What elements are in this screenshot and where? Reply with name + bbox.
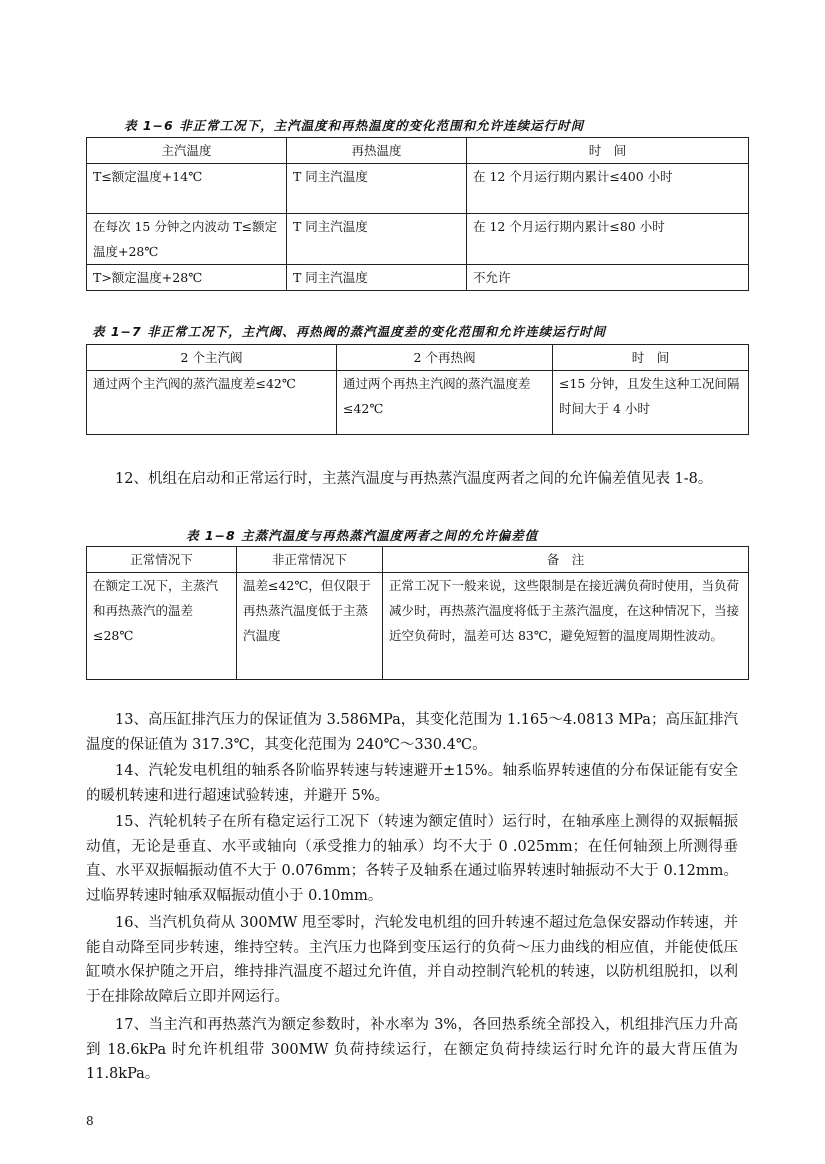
table-cell: 在每次 15 分钟之内波动 T≤额定温度+28℃ (87, 214, 287, 265)
table-cell: 正常工况下一般来说，这些限制是在接近满负荷时使用，当负荷减少时，再热蒸汽温度将低于主蒸汽温度，在这种情况下，当接近空负荷时，温差可达 83℃，避免短暂的温度周期性波动。 (383, 573, 749, 680)
column-header: 主汽温度 (87, 138, 287, 164)
table-cell: 在 12 个月运行期内累计≤80 小时 (467, 214, 749, 265)
column-header: 备 注 (383, 547, 749, 573)
column-header: 非正常情况下 (237, 547, 383, 573)
paragraph-13: 13、高压缸排汽压力的保证值为 3.586MPa，其变化范围为 1.165～4.0813 MPa；高压缸排汽温度的保证值为 317.3℃，其变化范围为 240℃～330.4℃。 (86, 712, 738, 753)
table-cell: ≤15 分钟，且发生这种工况间隔时间大于 4 小时 (553, 371, 749, 435)
paragraph-17: 17、当主汽和再热蒸汽为额定参数时，补水率为 3%，各回热系统全部投入，机组排汽压力升高到 18.6kPa 时允许机组带 300MW 负荷持续运行，在额定负荷持续运行时允许的最大背压值为 11.8kPa。 (86, 1017, 738, 1082)
table-cell: 通过两个再热主汽阀的蒸汽温度差≤42℃ (337, 371, 553, 435)
table-row (87, 214, 749, 265)
column-header: 正常情况下 (87, 547, 237, 573)
paragraph-16: 16、当汽机负荷从 300MW 甩至零时，汽轮发电机组的回升转速不超过危急保安器动作转速，并能自动降至同步转速，维持空转。主汽压力也降到变压运行的负荷～压力曲线的相应值，并能使低压缸喷水保护随之开启，维持排汽温度不超过允许值，并自动控制汽轮机的转速，以防机组脱扣，以利于在排除故障后立即并网运行。 (86, 915, 738, 1005)
table-row (87, 265, 749, 291)
column-header: 时 间 (553, 345, 749, 371)
table-row (87, 371, 749, 435)
column-header: 2 个主汽阀 (87, 345, 337, 371)
table-cell: 温差≤42℃，但仅限于再热蒸汽温度低于主蒸汽温度 (237, 573, 383, 680)
table-header-row (87, 345, 749, 371)
page-number: 8 (86, 1114, 94, 1128)
table-caption: 表 1−6 非正常工况下，主汽温度和再热温度的变化范围和允许连续运行时间 (124, 118, 585, 133)
table-1-7 (86, 344, 749, 435)
column-header: 2 个再热阀 (337, 345, 553, 371)
column-header: 再热温度 (287, 138, 467, 164)
table-caption: 表 1−7 非正常工况下，主汽阀、再热阀的蒸汽温度差的变化范围和允许连续运行时间 (92, 324, 607, 339)
table-cell: 不允许 (467, 265, 749, 291)
table-caption: 表 1−8 主蒸汽温度与再热蒸汽温度两者之间的允许偏差值 (186, 528, 539, 543)
table-1-8 (86, 546, 749, 680)
table-row (87, 164, 749, 214)
table-cell: T>额定温度+28℃ (87, 265, 287, 291)
table-cell: 通过两个主汽阀的蒸汽温度差≤42℃ (87, 371, 337, 435)
table-header-row (87, 138, 749, 164)
paragraph-15: 15、汽轮机转子在所有稳定运行工况下（转速为额定值时）运行时，在轴承座上测得的双振幅振动值，无论是垂直、水平或轴向（承受推力的轴承）均不大于 0 .025mm；在任何轴颈上所测得垂直、水平双振幅振动值不大于 0.076mm；各转子及轴系在通过临界转速时轴振动不大于 0.12mm。过临界转速时轴承双幅振动值小于 0.10mm。 (86, 814, 738, 904)
table-row (87, 573, 749, 680)
table-1-6 (86, 137, 749, 291)
paragraph-14: 14、汽轮发电机组的轴系各阶临界转速与转速避开±15%。轴系临界转速值的分布保证能有安全的暖机转速和进行超速试验转速，并避开 5%。 (86, 763, 738, 804)
table-header-row (87, 547, 749, 573)
table-cell: T 同主汽温度 (287, 214, 467, 265)
table-cell: 在额定工况下，主蒸汽和再热蒸汽的温差≤28℃ (87, 573, 237, 680)
paragraph-12: 12、机组在启动和正常运行时，主蒸汽温度与再热蒸汽温度两者之间的允许偏差值见表 1-8。 (115, 471, 713, 487)
column-header: 时 间 (467, 138, 749, 164)
table-cell: 在 12 个月运行期内累计≤400 小时 (467, 164, 749, 214)
table-cell: T≤额定温度+14℃ (87, 164, 287, 214)
table-cell: T 同主汽温度 (287, 164, 467, 214)
table-cell: T 同主汽温度 (287, 265, 467, 291)
